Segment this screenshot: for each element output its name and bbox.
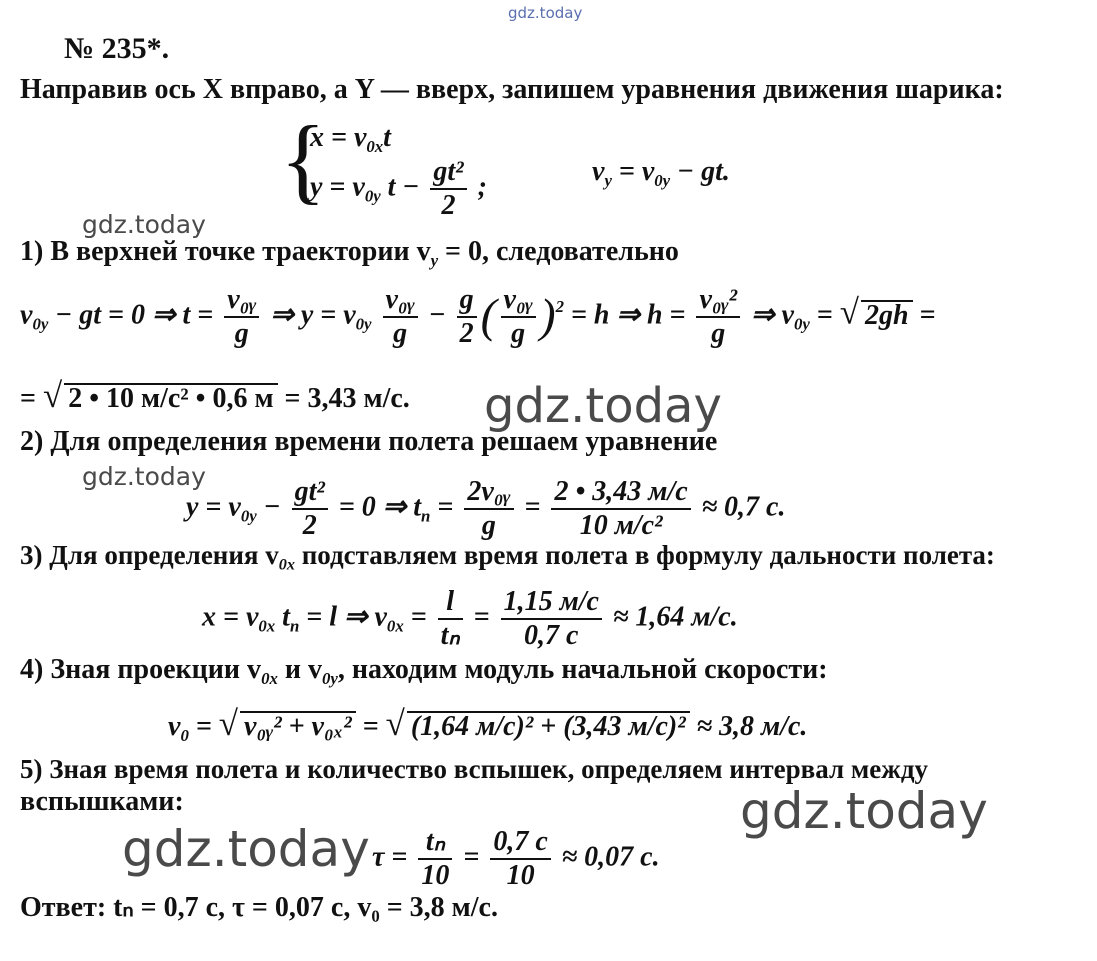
step5-line-2: вспышками:	[20, 786, 184, 817]
fraction: $\frac{2 • 3,43 м/с}{\text{10 м/с²}}$	[551, 476, 690, 542]
watermark-left-1: gdz.today	[82, 210, 206, 239]
system-eq-1: $x = v_{0x}t$	[310, 122, 391, 156]
fraction: $\frac{\text{v₀ᵧ}}{g}$	[224, 284, 259, 350]
step1-formula: $v_{0y}$ − gt = 0 ⇒ t = $\frac{\text{v₀ᵧ}}{g}$ ⇒ $y = v_{0y}$ $\frac{\text{v₀ᵧ}}{g}$ − $\frac{g}{2}$ ( $\frac{\text{v₀ᵧ}}{g}$ )$^2$ = h ⇒ h = $\frac{\text{v₀ᵧ²}}{g}$ ⇒ $v_{0y}$ = √ 2gh =	[20, 284, 936, 350]
step2-text: 2) Для определения времени полета решаем уравнение	[20, 426, 718, 457]
fraction: $\frac{\text{v₀ᵧ²}}{g}$	[696, 284, 740, 350]
fraction: $\frac{\text{gt²}}{2}$	[430, 156, 466, 222]
fraction: $\frac{\text{v₀ᵧ}}{g}$	[383, 284, 418, 350]
problem-number: № 235*.	[64, 32, 170, 65]
fraction: $\frac{\text{gt²}}{2}$	[292, 476, 328, 542]
step2-formula: $y = v_{0y}$ − $\frac{\text{gt²}}{2}$ = 0 ⇒ $t_п$ = $\frac{\text{2v₀ᵧ}}{g}$ = $\frac{2 • 3,43 м/с}{\text{10 м/с²}}$ ≈ 0,7 с.	[186, 476, 786, 542]
fraction: $\frac{g}{2}$	[457, 284, 477, 350]
fraction: $\frac{\text{tₙ}}{10}$	[418, 826, 452, 892]
system-brace: {	[280, 106, 327, 213]
watermark-center-large: gdz.today	[484, 378, 722, 434]
fraction: $\frac{0,7 с}{10}$	[490, 826, 550, 892]
step1-result: = √ 2 • 10 м/с² • 0,6 м = 3,43 м/с.	[20, 376, 410, 415]
step5-line-1: 5) Зная время полета и количество вспышек, определяем интервал между	[20, 754, 928, 784]
watermark-right-large: gdz.today	[740, 782, 988, 840]
step1-text: 1) В верхней точке траектории $v_y = 0$, следовательно	[20, 236, 679, 270]
step5-formula: τ = $\frac{\text{tₙ}}{10}$ = $\frac{0,7 с}{10}$ ≈ 0,07 с.	[372, 826, 660, 892]
watermark-left-2: gdz.today	[82, 462, 206, 491]
fraction: $\frac{\text{v₀ᵧ}}{g}$	[501, 284, 536, 350]
fraction: $\frac{1,15 м/с}{0,7 с}$	[501, 586, 602, 652]
step3-text: 3) Для определения $v_{0x}$ подставляем время полета в формулу дальности полета:	[20, 540, 995, 574]
intro-text: Направив ось X вправо, а Y — вверх, запишем уравнения движения шарика:	[20, 74, 1004, 105]
fraction: $\frac{l}{\text{tₙ}}$	[438, 586, 463, 652]
watermark-top: gdz.today	[508, 4, 583, 22]
watermark-bottom-large: gdz.today	[122, 820, 370, 878]
vy-equation: $v_y = v_{0y}$ − gt.	[592, 156, 730, 190]
system-eq-2: $y = v_{0y}$ t − $\frac{\text{gt²}}{2}$ ;	[310, 156, 487, 222]
step3-formula: $x = v_{0x}$ $t_п = l$ ⇒ $v_{0x}$ = $\frac{l}{\text{tₙ}}$ = $\frac{1,15 м/с}{0,7 с}$ ≈ 1,64 м/с.	[202, 586, 738, 652]
fraction: $\frac{\text{2v₀ᵧ}}{g}$	[464, 476, 513, 542]
answer: Ответ: tₙ = 0,7 с, τ = 0,07 с, v₀ = 3,8 м/с.	[20, 892, 498, 923]
step4-text: 4) Зная проекции $v_{0x}$ и $v_{0y}$, находим модуль начальной скорости:	[20, 654, 828, 688]
step4-formula: $v_0$ = √ v₀ᵧ² + v₀ₓ² = √ (1,64 м/с)² + (3,43 м/с)² ≈ 3,8 м/с.	[168, 704, 808, 745]
